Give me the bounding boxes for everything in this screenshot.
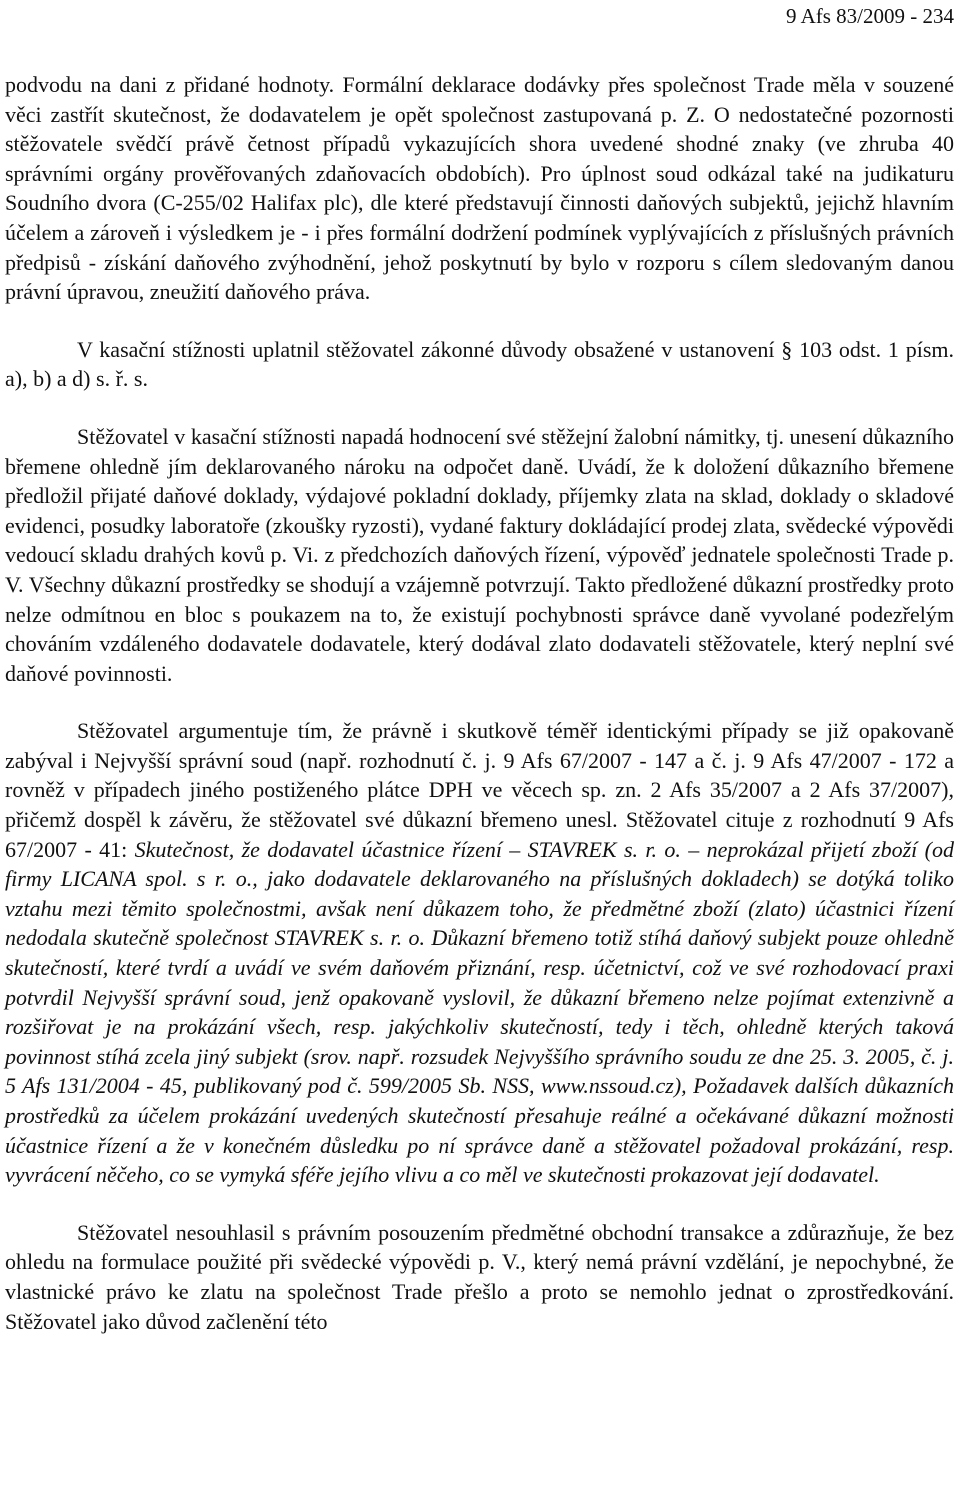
paragraph-burden-of-proof: Stěžovatel v kasační stížnosti napadá hodnocení své stěžejní žalobní námitky, tj. unesení důkazního břemene ohledně jím deklarovaného nároku na odpočet daně. Uvádí, že k doložení důkazního břemene předložil přijaté daňové doklady, výdajové pokladní doklady, příjemky zlata na sklad, doklady o skladové evidenci, posudky laboratoře (zkoušky ryzosti), vydané faktury dokládající prodej zlata, svědecké výpovědi vedoucí skladu drahých kovů p. Vi. z předchozích daňových řízení, výpověď jednatele společnosti Trade p. V. Všechny důkazní prostředky se shodují a vzájemně potvrzují. Takto předložené důkazní prostředky proto nelze odmítnou en bloc s poukazem na to, že existují pochybnosti správce daně vyvolané podezřelým chováním vzdáleného dodavatele dodavatele, který dodával zlato dodavateli stěžovatele, který neplní své daňové povinnosti.	[5, 423, 954, 686]
precedent-intro-text: Stěžovatel argumentuje tím, že právně i skutkově téměř identickými případy se již opakovaně zabýval i Nejvyšší správní soud (např. rozhodnutí č. j. 9 Afs 67/2007 - 147 a č. j. 9 Afs 47/2007 - 172 a rovněž v případech jiného postiženého plátce DPH ve věcech sp. zn. 2 Afs 35/2007 a 2 Afs 37/2007), přičemž dospěl k závěru, že stěžovatel své důkazní břemeno unesl. Stěžovatel cituje z rozhodnutí 9 Afs 67/2007 - 41:	[5, 718, 954, 862]
paragraph-gap	[5, 307, 954, 335]
case-reference-header: 9 Afs 83/2009 - 234	[786, 4, 954, 28]
paragraph-gap	[5, 1190, 954, 1218]
paragraph-legal-assessment: Stěžovatel nesouhlasil s právním posouzením předmětné obchodní transakce a zdůrazňuje, že bez ohledu na formulace použité při svědecké výpovědi p. V., který nemá právní vzdělání, je nepochybné, že vlastnické právo ke zlatu na společnost Trade přešlo a proto se nemohlo jednat o zprostředkování. Stěžovatel jako důvod začlenění této	[5, 1219, 954, 1334]
paragraph-gap	[5, 394, 954, 422]
paragraph-gap	[5, 688, 954, 716]
paragraph-precedent-argument	[5, 716, 954, 1190]
paragraph-court-reasoning: podvodu na dani z přidané hodnoty. Formální deklarace dodávky přes společnost Trade měla v souzené věci zastřít skutečnost, že dodavatelem je opět společnost zastupovaná p. Z. O nedostatečné pozornosti stěžovatele svědčí právě četnost případů vykazujících shora uvedené shodné znaky (ve zhruba 40 správními orgány prověřovaných zdaňovacích obdobích). Pro úplnost soud odkázal také na judikaturu Soudního dvora (C-255/02 Halifax plc), dle které představují činnosti daňových subjektů, jejichž hlavním účelem a zároveň i výsledkem je - i přes formální dodržení podmínek vyplývajících z příslušných právních předpisů - získání daňového zvýhodnění, jehož poskytnutí by bylo v rozporu s cílem sledovaným danou právní úpravou, zneužití daňového práva.	[5, 72, 954, 305]
paragraph-cassation-grounds: V kasační stížnosti uplatnil stěžovatel zákonné důvody obsažené v ustanovení § 103 odst. 1 písm. a), b) a d) s. ř. s.	[5, 336, 954, 392]
precedent-quotation: Skutečnost, že dodavatel účastnice řízení – STAVREK s. r. o. – neprokázal přijetí zboží (od firmy LICANA spol. s r. o., jako dodavatele deklarovaného na příslušných dokladech) se dotýká toliko vztahu mezi těmito společnostmi, avšak není důkazem toho, že předmětné zboží (zlato) účastnici řízení nedodala skutečně společnost STAVREK s. r. o. Důkazní břemeno totiž stíhá daňový subjekt pouze ohledně skutečností, které tvrdí a uvádí ve svém daňovém přiznání, resp. účetnictví, což ve své rozhodovací praxi potvrdil Nejvyšší správní soud, jenž opakovaně vyslovil, že důkazní břemeno nelze pojímat extenzivně a rozšiřovat je na prokázání všech, resp. jakýchkoliv skutečností, tedy i těch, ohledně kterých taková povinnost stíhá zcela jiný subjekt (srov. např. rozsudek Nejvyššího správního soudu ze dne 25. 3. 2005, č. j. 5 Afs 131/2004 - 45, publikovaný pod č. 599/2005 Sb. NSS, www.nssoud.cz), Požadavek dalších důkazních prostředků za účelem prokázání uvedených skutečností přesahuje reálné a očekávané důkazní možnosti účastnice řízení a že v konečném důsledku po ní správce daně a stěžovatel požadoval prokázání, resp. vyvrácení něčeho, co se vymyká sféře jejího vlivu a co měl ve skutečnosti prokazovat její dodavatel.	[5, 836, 954, 1188]
